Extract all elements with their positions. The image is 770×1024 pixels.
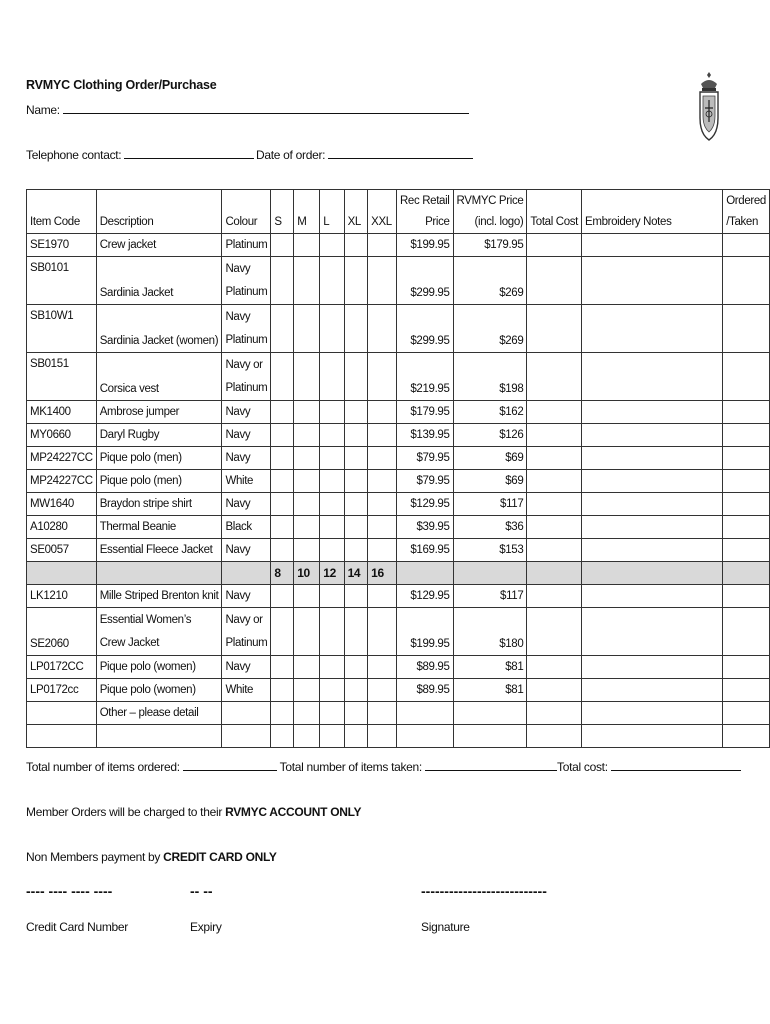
header-item-code: Item Code <box>27 190 97 234</box>
rvmyc-price: $153 <box>453 539 527 562</box>
embroidery-notes-cell[interactable] <box>582 656 723 679</box>
ordered-taken-cell[interactable] <box>723 493 770 516</box>
total-cost-cell[interactable] <box>527 493 582 516</box>
qty-xxl[interactable] <box>368 353 397 401</box>
signature-field[interactable]: --------------------------- <box>421 883 547 899</box>
item-code: LK1210 <box>27 585 97 608</box>
table-row <box>27 305 770 353</box>
rec-retail-price: $39.95 <box>396 516 453 539</box>
telephone-underline[interactable] <box>124 147 254 159</box>
total-cost-cell[interactable] <box>527 679 582 702</box>
total-cost-cell[interactable] <box>527 401 582 424</box>
total-items-taken-label: Total number of items taken: <box>279 760 422 774</box>
qty-l[interactable] <box>320 470 344 493</box>
item-description: Sardinia Jacket (women) <box>96 305 222 353</box>
rvmyc-price: $198 <box>453 353 527 401</box>
rvmyc-price[interactable] <box>453 725 527 748</box>
rec-retail-price: $199.95 <box>396 608 453 656</box>
ordered-taken-cell[interactable] <box>723 424 770 447</box>
size-8: 8 <box>271 562 294 585</box>
qty-10[interactable] <box>294 585 320 608</box>
table-row <box>27 608 770 656</box>
qty-l[interactable] <box>320 353 344 401</box>
credit-card-number-field[interactable]: ---- ---- ---- ---- <box>26 883 113 899</box>
qty-12[interactable] <box>320 725 344 748</box>
item-colour: Platinum <box>222 234 271 257</box>
rec-retail-price: $179.95 <box>396 401 453 424</box>
total-cost-field[interactable] <box>611 759 741 771</box>
item-colour: White <box>222 679 271 702</box>
embroidery-notes-cell[interactable] <box>582 234 723 257</box>
rec-retail-price: $89.95 <box>396 679 453 702</box>
ordered-taken-cell[interactable] <box>723 702 770 725</box>
total-cost-label: Total cost: <box>557 760 608 774</box>
qty-l[interactable] <box>320 447 344 470</box>
rec-retail-price: $89.95 <box>396 656 453 679</box>
total-cost-cell[interactable] <box>527 585 582 608</box>
qty-xl[interactable] <box>344 493 368 516</box>
total-cost-cell[interactable] <box>527 424 582 447</box>
name-underline[interactable] <box>63 102 469 114</box>
item-description: Braydon stripe shirt <box>96 493 222 516</box>
item-description: Pique polo (women) <box>96 679 222 702</box>
qty-xl[interactable] <box>344 516 368 539</box>
header-size-xl: XL <box>344 190 368 234</box>
item-description: Daryl Rugby <box>96 424 222 447</box>
rec-retail-price: $79.95 <box>396 447 453 470</box>
qty-12[interactable] <box>320 656 344 679</box>
qty-14[interactable] <box>344 656 368 679</box>
ordered-taken-cell[interactable] <box>723 539 770 562</box>
item-code: SB0101 <box>27 257 97 305</box>
credit-card-only: CREDIT CARD ONLY <box>163 850 277 864</box>
qty-m[interactable] <box>294 516 320 539</box>
table-row <box>27 702 770 725</box>
qty-xl[interactable] <box>344 539 368 562</box>
credit-card-number-label: Credit Card Number <box>26 920 128 934</box>
rvmyc-price[interactable] <box>453 702 527 725</box>
embroidery-notes-cell[interactable] <box>582 401 723 424</box>
item-code: SE1970 <box>27 234 97 257</box>
rvmyc-price: $81 <box>453 679 527 702</box>
item-colour: Navy <box>222 656 271 679</box>
item-colour: Navy <box>222 447 271 470</box>
rec-retail-price: $219.95 <box>396 353 453 401</box>
item-code: SE2060 <box>27 608 97 656</box>
qty-8[interactable] <box>271 679 294 702</box>
header-colour: Colour <box>222 190 271 234</box>
qty-s[interactable] <box>271 447 294 470</box>
item-code: MW1640 <box>27 493 97 516</box>
qty-m[interactable] <box>294 539 320 562</box>
qty-m[interactable] <box>294 424 320 447</box>
ordered-taken-cell[interactable] <box>723 305 770 353</box>
rec-retail-price[interactable] <box>396 702 453 725</box>
qty-s[interactable] <box>271 305 294 353</box>
total-cost-cell[interactable] <box>527 656 582 679</box>
embroidery-notes-cell[interactable] <box>582 470 723 493</box>
item-description: Sardinia Jacket <box>96 257 222 305</box>
qty-14[interactable] <box>344 608 368 656</box>
ordered-taken-cell[interactable] <box>723 516 770 539</box>
item-description: Pique polo (women) <box>96 656 222 679</box>
header-size-xxl: XXL <box>368 190 397 234</box>
embroidery-notes-cell[interactable] <box>582 447 723 470</box>
qty-16[interactable] <box>368 679 397 702</box>
item-colour: Navy <box>222 585 271 608</box>
qty-14[interactable] <box>344 679 368 702</box>
qty-xxl[interactable] <box>368 234 397 257</box>
table-row <box>27 679 770 702</box>
total-cost-cell[interactable] <box>527 608 582 656</box>
qty-l[interactable] <box>320 305 344 353</box>
header-size-l: L <box>320 190 344 234</box>
rvmyc-price: $179.95 <box>453 234 527 257</box>
rec-retail-price: $169.95 <box>396 539 453 562</box>
qty-l[interactable] <box>320 234 344 257</box>
rvmyc-price: $117 <box>453 585 527 608</box>
rec-retail-price: $199.95 <box>396 234 453 257</box>
embroidery-notes-cell[interactable] <box>582 424 723 447</box>
qty-s[interactable] <box>271 234 294 257</box>
qty-s[interactable] <box>271 353 294 401</box>
total-cost-cell[interactable] <box>527 470 582 493</box>
telephone-label: Telephone contact: <box>26 148 122 162</box>
table-row <box>27 656 770 679</box>
qty-s[interactable] <box>271 424 294 447</box>
rvmyc-price: $162 <box>453 401 527 424</box>
item-code: SB0151 <box>27 353 97 401</box>
qty-xl[interactable] <box>344 447 368 470</box>
rec-retail-price: $299.95 <box>396 257 453 305</box>
expiry-field[interactable]: -- -- <box>190 883 213 899</box>
expiry-label: Expiry <box>190 920 222 934</box>
club-crest-logo <box>696 70 722 146</box>
qty-m[interactable] <box>294 353 320 401</box>
qty-m[interactable] <box>294 234 320 257</box>
item-code: MP24227CC <box>27 470 97 493</box>
embroidery-notes-cell[interactable] <box>582 516 723 539</box>
rec-retail-price[interactable] <box>396 725 453 748</box>
total-cost-cell[interactable] <box>527 702 582 725</box>
table-row <box>27 539 770 562</box>
embroidery-notes-cell[interactable] <box>582 305 723 353</box>
qty-s[interactable] <box>271 516 294 539</box>
item-code: MP24227CC <box>27 447 97 470</box>
qty-14[interactable] <box>344 585 368 608</box>
size-10: 10 <box>294 562 320 585</box>
item-description: Pique polo (men) <box>96 447 222 470</box>
telephone-field[interactable] <box>26 147 254 162</box>
table-row <box>27 234 770 257</box>
item-description: Crew jacket <box>96 234 222 257</box>
item-code[interactable] <box>27 702 97 725</box>
table-row <box>27 257 770 305</box>
rec-retail-price: $129.95 <box>396 585 453 608</box>
qty-xl[interactable] <box>344 401 368 424</box>
qty-14[interactable] <box>344 725 368 748</box>
qty-xxl[interactable] <box>368 401 397 424</box>
total-cost-cell[interactable] <box>527 725 582 748</box>
rvmyc-price: $69 <box>453 447 527 470</box>
item-code: MK1400 <box>27 401 97 424</box>
qty-xxl[interactable] <box>368 424 397 447</box>
qty-s[interactable] <box>271 401 294 424</box>
header-embroidery-notes: Embroidery Notes <box>582 190 723 234</box>
qty-xl[interactable] <box>344 353 368 401</box>
rec-retail-price: $129.95 <box>396 493 453 516</box>
name-field[interactable] <box>26 102 469 117</box>
qty-8[interactable] <box>271 608 294 656</box>
table-header-row <box>27 190 770 234</box>
ordered-taken-cell[interactable] <box>723 447 770 470</box>
qty-8[interactable] <box>271 725 294 748</box>
date-underline[interactable] <box>328 147 473 159</box>
total-cost-cell[interactable] <box>527 257 582 305</box>
table-row <box>27 401 770 424</box>
total-cost-cell[interactable] <box>527 305 582 353</box>
ordered-taken-cell[interactable] <box>723 608 770 656</box>
qty-16[interactable] <box>368 702 397 725</box>
qty-xl[interactable] <box>344 257 368 305</box>
womens-size-header-row <box>27 562 770 585</box>
item-code: SB10W1 <box>27 305 97 353</box>
ordered-taken-cell[interactable] <box>723 656 770 679</box>
signature-label: Signature <box>421 920 470 934</box>
embroidery-notes-cell[interactable] <box>582 679 723 702</box>
item-colour: White <box>222 470 271 493</box>
item-colour: Navy <box>222 401 271 424</box>
rvmyc-price: $126 <box>453 424 527 447</box>
table-row <box>27 353 770 401</box>
embroidery-notes-cell[interactable] <box>582 539 723 562</box>
qty-10[interactable] <box>294 679 320 702</box>
qty-10[interactable] <box>294 702 320 725</box>
total-cost-cell[interactable] <box>527 539 582 562</box>
header-description: Description <box>96 190 222 234</box>
ordered-taken-cell[interactable] <box>723 401 770 424</box>
qty-m[interactable] <box>294 447 320 470</box>
total-items-ordered-label: Total number of items ordered: <box>26 760 180 774</box>
qty-m[interactable] <box>294 493 320 516</box>
item-colour: Black <box>222 516 271 539</box>
size-14: 14 <box>344 562 368 585</box>
item-colour: Navy or Platinum <box>222 353 271 401</box>
item-description: Essential Fleece Jacket <box>96 539 222 562</box>
member-orders-note: Member Orders will be charged to their RVMYC ACCOUNT ONLY <box>26 805 362 819</box>
rec-retail-price: $79.95 <box>396 470 453 493</box>
total-items-taken-field[interactable] <box>425 759 557 771</box>
qty-10[interactable] <box>294 656 320 679</box>
item-colour: Navy Platinum <box>222 257 271 305</box>
table-row <box>27 493 770 516</box>
qty-xxl[interactable] <box>368 493 397 516</box>
qty-xxl[interactable] <box>368 516 397 539</box>
totals-line <box>26 759 741 774</box>
qty-s[interactable] <box>271 539 294 562</box>
ordered-taken-cell[interactable] <box>723 257 770 305</box>
item-code: LP0172cc <box>27 679 97 702</box>
qty-xxl[interactable] <box>368 470 397 493</box>
qty-l[interactable] <box>320 493 344 516</box>
total-cost-cell[interactable] <box>527 447 582 470</box>
qty-xxl[interactable] <box>368 539 397 562</box>
rvmyc-price: $81 <box>453 656 527 679</box>
header-size-m: M <box>294 190 320 234</box>
qty-14[interactable] <box>344 702 368 725</box>
qty-l[interactable] <box>320 424 344 447</box>
ordered-taken-cell[interactable] <box>723 353 770 401</box>
table-row <box>27 470 770 493</box>
item-code[interactable] <box>27 725 97 748</box>
qty-l[interactable] <box>320 516 344 539</box>
ordered-taken-cell[interactable] <box>723 470 770 493</box>
size-16: 16 <box>368 562 397 585</box>
item-colour[interactable] <box>222 702 271 725</box>
ordered-taken-cell[interactable] <box>723 725 770 748</box>
qty-10[interactable] <box>294 725 320 748</box>
item-description: Essential Women’s Crew Jacket <box>96 608 222 656</box>
item-colour: Navy or Platinum <box>222 608 271 656</box>
qty-8[interactable] <box>271 585 294 608</box>
item-description: Corsica vest <box>96 353 222 401</box>
qty-xl[interactable] <box>344 424 368 447</box>
qty-l[interactable] <box>320 401 344 424</box>
date-label: Date of order: <box>256 148 326 162</box>
embroidery-notes-cell[interactable] <box>582 585 723 608</box>
table-row <box>27 725 770 748</box>
item-code: MY0660 <box>27 424 97 447</box>
qty-10[interactable] <box>294 608 320 656</box>
form-title: RVMYC Clothing Order/Purchase <box>26 78 217 92</box>
qty-l[interactable] <box>320 539 344 562</box>
table-row <box>27 516 770 539</box>
qty-xxl[interactable] <box>368 257 397 305</box>
item-colour: Navy Platinum <box>222 305 271 353</box>
qty-l[interactable] <box>320 257 344 305</box>
qty-16[interactable] <box>368 585 397 608</box>
header-total-cost: Total Cost <box>527 190 582 234</box>
item-description: Ambrose jumper <box>96 401 222 424</box>
table-row <box>27 424 770 447</box>
nonmember-payment-note: Non Members payment by CREDIT CARD ONLY <box>26 850 277 864</box>
rec-retail-price: $139.95 <box>396 424 453 447</box>
header-rec-retail: Rec Retail Price <box>396 190 453 234</box>
embroidery-notes-cell[interactable] <box>582 702 723 725</box>
embroidery-notes-cell[interactable] <box>582 608 723 656</box>
qty-16[interactable] <box>368 656 397 679</box>
item-code: LP0172CC <box>27 656 97 679</box>
name-label: Name: <box>26 103 60 117</box>
embroidery-notes-cell[interactable] <box>582 353 723 401</box>
item-description[interactable]: Other – please detail <box>96 702 222 725</box>
header-size-s: S <box>271 190 294 234</box>
qty-12[interactable] <box>320 679 344 702</box>
ordered-taken-cell[interactable] <box>723 234 770 257</box>
qty-xl[interactable] <box>344 234 368 257</box>
rvmyc-price: $269 <box>453 257 527 305</box>
qty-12[interactable] <box>320 608 344 656</box>
item-colour[interactable] <box>222 725 271 748</box>
total-cost-cell[interactable] <box>527 353 582 401</box>
rvmyc-price: $69 <box>453 470 527 493</box>
ordered-taken-cell[interactable] <box>723 585 770 608</box>
size-12: 12 <box>320 562 344 585</box>
ordered-taken-cell[interactable] <box>723 679 770 702</box>
qty-12[interactable] <box>320 702 344 725</box>
item-colour: Navy <box>222 539 271 562</box>
qty-16[interactable] <box>368 725 397 748</box>
qty-xxl[interactable] <box>368 305 397 353</box>
table-row <box>27 585 770 608</box>
total-cost-cell[interactable] <box>527 516 582 539</box>
total-cost-cell[interactable] <box>527 234 582 257</box>
qty-8[interactable] <box>271 656 294 679</box>
item-colour: Navy <box>222 493 271 516</box>
member-account-only: RVMYC ACCOUNT ONLY <box>225 805 362 819</box>
header-ordered-taken: Ordered /Taken <box>723 190 770 234</box>
embroidery-notes-cell[interactable] <box>582 257 723 305</box>
qty-s[interactable] <box>271 493 294 516</box>
item-code: SE0057 <box>27 539 97 562</box>
order-table <box>26 189 770 748</box>
rvmyc-price: $117 <box>453 493 527 516</box>
embroidery-notes-cell[interactable] <box>582 493 723 516</box>
qty-16[interactable] <box>368 608 397 656</box>
item-description: Thermal Beanie <box>96 516 222 539</box>
qty-s[interactable] <box>271 257 294 305</box>
rec-retail-price: $299.95 <box>396 305 453 353</box>
qty-12[interactable] <box>320 585 344 608</box>
qty-m[interactable] <box>294 305 320 353</box>
qty-xl[interactable] <box>344 470 368 493</box>
date-field[interactable] <box>256 147 473 162</box>
header-rvmyc-price: RVMYC Price (incl. logo) <box>453 190 527 234</box>
item-description: Mille Striped Brenton knit <box>96 585 222 608</box>
item-description: Pique polo (men) <box>96 470 222 493</box>
qty-xxl[interactable] <box>368 447 397 470</box>
qty-m[interactable] <box>294 257 320 305</box>
qty-8[interactable] <box>271 702 294 725</box>
rvmyc-price: $269 <box>453 305 527 353</box>
embroidery-notes-cell[interactable] <box>582 725 723 748</box>
item-colour: Navy <box>222 424 271 447</box>
table-row <box>27 447 770 470</box>
total-items-ordered-field[interactable] <box>183 759 277 771</box>
qty-s[interactable] <box>271 470 294 493</box>
item-code: A10280 <box>27 516 97 539</box>
qty-m[interactable] <box>294 401 320 424</box>
rvmyc-price: $180 <box>453 608 527 656</box>
qty-m[interactable] <box>294 470 320 493</box>
qty-xl[interactable] <box>344 305 368 353</box>
item-description[interactable] <box>96 725 222 748</box>
rvmyc-price: $36 <box>453 516 527 539</box>
